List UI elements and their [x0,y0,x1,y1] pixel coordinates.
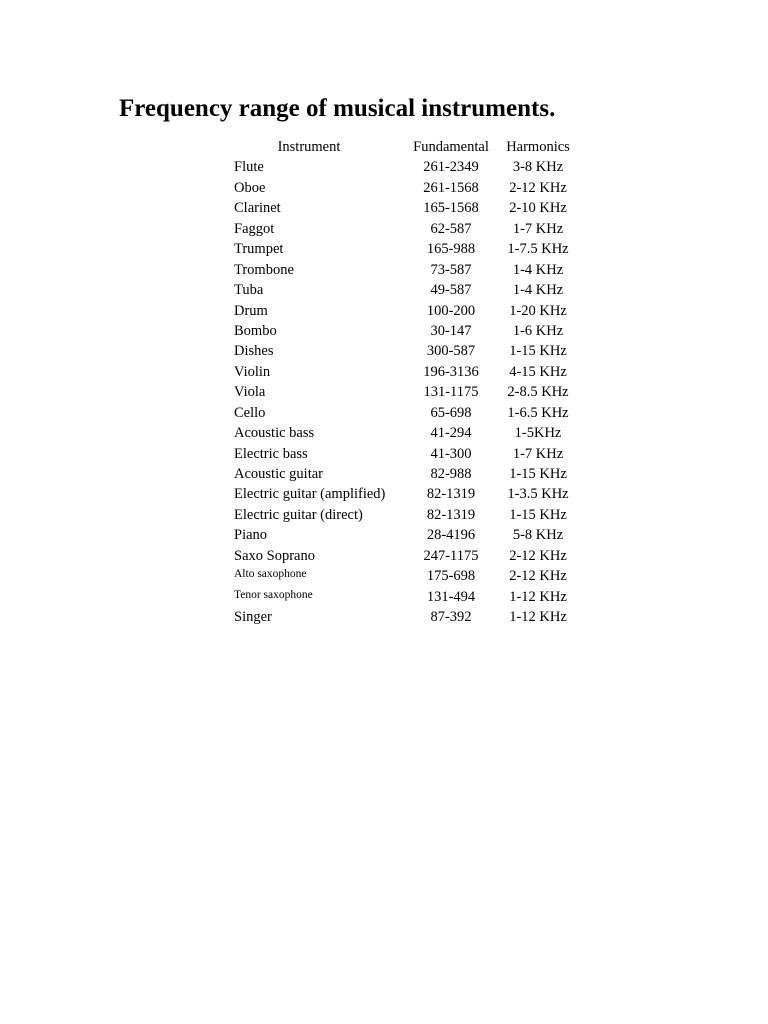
harmonics-cell: 3-8 KHz [512,159,564,176]
fundamental-cell: 87-392 [430,609,472,626]
harmonics-cell: 1-15 KHz [509,343,567,360]
fundamental-cell: 261-1568 [423,179,479,196]
instrument-cell: Electric guitar (amplified) [234,486,386,503]
fundamental-cell: 62-587 [430,220,472,237]
table-row [233,301,578,321]
column-header-instrument: Instrument [277,139,341,155]
instrument-cell: Cello [234,404,266,421]
instrument-cell: Trumpet [234,241,284,258]
instrument-cell: Tenor saxophone [234,588,313,601]
column-header-harmonics: Harmonics [506,139,570,155]
fundamental-cell: 82-1319 [426,506,476,523]
frequency-table [233,137,578,628]
fundamental-cell: 131-1175 [423,384,479,401]
harmonics-cell: 1-15 KHz [509,466,567,482]
fundamental-cell: 100-200 [426,302,476,319]
fundamental-cell: 49-587 [430,282,472,299]
table-row [233,525,578,545]
harmonics-cell: 2-12 KHz [509,568,567,585]
table-row [233,198,578,218]
harmonics-cell: 1-5KHz [514,425,562,442]
fundamental-cell: 82-988 [430,466,472,482]
instrument-cell: Electric guitar (direct) [234,506,363,523]
column-header-fundamental: Fundamental [413,139,489,155]
table-row [233,607,578,627]
fundamental-cell: 165-988 [426,241,476,258]
fundamental-cell: 73-587 [430,261,472,278]
harmonics-cell: 1-12 KHz [509,588,567,605]
instrument-cell: Saxo Soprano [234,547,315,564]
fundamental-cell: 41-294 [430,425,472,442]
instrument-cell: Acoustic bass [234,425,315,442]
instrument-cell: Piano [234,527,268,544]
instrument-cell: Electric bass [234,445,308,462]
table-row [233,484,578,504]
harmonics-cell: 1-6 KHz [512,322,564,339]
table-row [233,219,578,239]
harmonics-cell: 2-8.5 KHz [507,384,569,401]
fundamental-cell: 28-4196 [426,527,476,544]
table-row [233,239,578,259]
fundamental-cell: 261-2349 [423,159,479,176]
fundamental-cell: 300-587 [426,343,476,360]
table-row [233,280,578,300]
instrument-cell: Oboe [234,179,266,196]
instrument-cell: Flute [234,159,264,176]
harmonics-cell: 1-7 KHz [512,445,564,462]
harmonics-cell: 1-4 KHz [512,282,564,299]
instrument-cell: Singer [234,609,272,626]
table-row [233,444,578,464]
harmonics-cell: 1-3.5 KHz [507,486,569,503]
harmonics-cell: 1-12 KHz [509,609,567,626]
page-title: Frequency range of musical instruments. [119,95,556,122]
table-row [233,341,578,361]
table-body [233,157,578,627]
harmonics-cell: 1-7.5 KHz [507,241,569,258]
instrument-cell: Acoustic guitar [234,466,323,482]
harmonics-cell: 2-12 KHz [509,179,567,196]
table-row [233,587,578,607]
fundamental-cell: 41-300 [430,445,472,462]
harmonics-cell: 4-15 KHz [509,363,567,380]
harmonics-cell: 2-12 KHz [509,547,567,564]
table-header-row [233,137,578,157]
fundamental-cell: 30-147 [430,322,472,339]
harmonics-cell: 2-10 KHz [509,200,567,217]
instrument-cell: Tuba [234,282,264,299]
harmonics-cell: 1-4 KHz [512,261,564,278]
instrument-cell: Violin [234,363,271,380]
fundamental-cell: 131-494 [426,588,476,605]
fundamental-cell: 175-698 [426,568,476,585]
instrument-cell: Trombone [234,261,294,278]
harmonics-cell: 1-20 KHz [509,302,567,319]
harmonics-cell: 5-8 KHz [512,527,564,544]
table-row [233,362,578,382]
table-row [233,566,578,586]
instrument-cell: Viola [234,384,266,401]
table-row [233,178,578,198]
table-row [233,464,578,484]
table-row [233,546,578,566]
instrument-cell: Alto saxophone [234,568,307,581]
table-row [233,382,578,402]
harmonics-cell: 1-15 KHz [509,506,567,523]
fundamental-cell: 65-698 [430,404,472,421]
fundamental-cell: 165-1568 [423,200,479,217]
fundamental-cell: 247-1175 [423,547,479,564]
table-row [233,403,578,423]
table-row [233,157,578,177]
instrument-cell: Drum [234,302,268,319]
table-row [233,505,578,525]
instrument-cell: Clarinet [234,200,281,217]
instrument-cell: Bombo [234,322,277,339]
fundamental-cell: 82-1319 [426,486,476,503]
harmonics-cell: 1-7 KHz [512,220,564,237]
table-row [233,321,578,341]
instrument-cell: Faggot [234,220,275,237]
harmonics-cell: 1-6.5 KHz [507,404,569,421]
fundamental-cell: 196-3136 [423,363,479,380]
instrument-cell: Dishes [234,343,274,360]
table-row [233,260,578,280]
table-row [233,423,578,443]
